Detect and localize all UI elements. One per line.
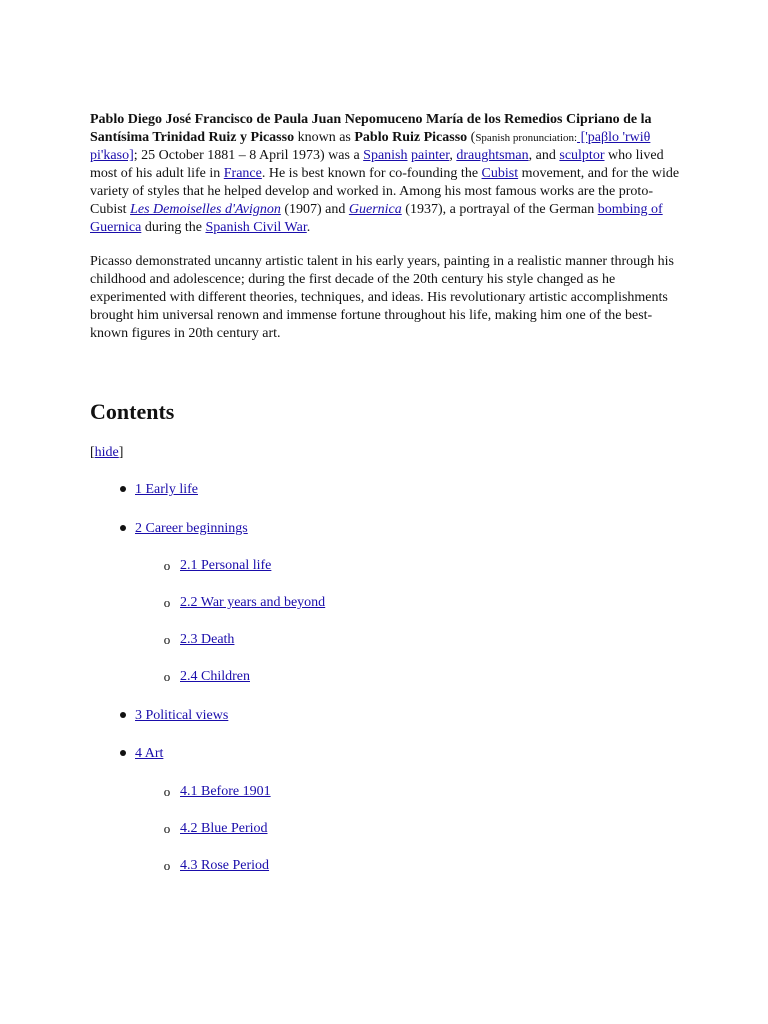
link-spanish[interactable]: Spanish bbox=[363, 148, 408, 163]
circle-bullet-icon: o bbox=[163, 821, 171, 836]
hide-toc-link[interactable]: hide bbox=[94, 445, 119, 460]
toc-link[interactable]: 4.1 Before 1901 bbox=[180, 784, 271, 799]
link-guernica[interactable] bbox=[349, 202, 402, 217]
toc-link[interactable]: 1 Early life bbox=[135, 482, 198, 497]
toc-item-blue-period[interactable] bbox=[163, 820, 268, 838]
text-comma: , bbox=[449, 148, 457, 163]
toc-link[interactable]: 4.2 Blue Period bbox=[180, 821, 268, 836]
link-draughtsman[interactable]: draughtsman bbox=[456, 148, 529, 163]
bullet-icon bbox=[114, 481, 132, 499]
toc-item-death[interactable] bbox=[163, 631, 235, 649]
link-france[interactable]: France bbox=[223, 166, 262, 181]
second-paragraph: Picasso demonstrated uncanny artistic talent in his early years, painting in a realistic manner through his childhood and adolescence; during the first decade of the 20th century his style changed as he experimented with different theories, techniques, and ideas. His revolutionary artistic accomplishments brought him universal renown and immense fortune throughout his life, making him one of the best-known figures in 20th century art. bbox=[90, 254, 674, 341]
toc-link[interactable]: 2.3 Death bbox=[180, 632, 235, 647]
text-movement: movement, and for the wide variety of styles that he helped develop and worked in. Among his most famous works are the proto-Cubist bbox=[90, 166, 680, 217]
text-1907: (1907) and bbox=[280, 202, 349, 217]
link-demoiselles[interactable] bbox=[130, 202, 281, 217]
link-demoiselles-text: Les Demoiselles d'Avignon bbox=[130, 202, 281, 217]
full-name: Pablo Diego José Francisco de Paula Juan Nepomuceno María de los Remedios Cipriano de la Santísima Trinidad Ruiz y Picasso bbox=[90, 112, 652, 145]
text-period: . bbox=[306, 220, 311, 235]
contents-heading: Contents bbox=[90, 399, 175, 424]
circle-bullet-icon: o bbox=[163, 595, 171, 610]
pronunciation-label: Spanish pronunciation: bbox=[475, 132, 578, 144]
toc-link[interactable]: 4.3 Rose Period bbox=[180, 858, 270, 873]
circle-bullet-icon: o bbox=[163, 669, 171, 684]
toc-link[interactable]: 2.1 Personal life bbox=[180, 558, 272, 573]
link-guernica-text: Guernica bbox=[348, 202, 402, 217]
toc-item-art[interactable] bbox=[135, 745, 163, 763]
toc-item-war-years[interactable] bbox=[163, 594, 326, 612]
short-name: Pablo Ruiz Picasso bbox=[354, 130, 468, 145]
toc-item-children[interactable] bbox=[163, 668, 250, 686]
toc-item-personal-life[interactable] bbox=[163, 557, 272, 575]
link-painter[interactable]: painter bbox=[411, 148, 450, 163]
text-dates: ; 25 October 1881 – 8 April 1973) was a bbox=[133, 148, 364, 163]
toc-link[interactable]: 2.2 War years and beyond bbox=[180, 595, 326, 610]
toc-toggle bbox=[90, 444, 123, 462]
link-sculptor[interactable]: sculptor bbox=[559, 148, 605, 163]
text-known-as: known as bbox=[294, 130, 355, 145]
bullet-icon bbox=[114, 707, 132, 725]
toc-item-rose-period[interactable] bbox=[163, 857, 270, 875]
hide-open-bracket: [ bbox=[90, 445, 95, 460]
toc-item-career-beginnings[interactable] bbox=[135, 520, 248, 538]
link-cubist[interactable]: Cubist bbox=[481, 166, 519, 181]
link-spanish-civil-war[interactable]: Spanish Civil War bbox=[205, 220, 307, 235]
link-bombing-of-guernica[interactable]: bombing of Guernica bbox=[90, 202, 663, 235]
bullet-icon bbox=[114, 520, 132, 538]
circle-bullet-icon: o bbox=[163, 632, 171, 647]
toc-link[interactable]: 2 Career beginnings bbox=[135, 521, 248, 536]
text-1937: (1937), a portrayal of the German bbox=[401, 202, 598, 217]
toc-item-political-views[interactable] bbox=[135, 707, 228, 725]
toc-item-early-life[interactable] bbox=[135, 481, 198, 499]
hide-close-bracket: ] bbox=[118, 445, 124, 460]
toc-link[interactable]: 4 Art bbox=[135, 746, 164, 761]
text-and: , and bbox=[528, 148, 560, 163]
toc-item-before-1901[interactable] bbox=[163, 783, 271, 801]
text-during: during the bbox=[141, 220, 206, 235]
bullet-icon bbox=[114, 745, 132, 763]
circle-bullet-icon: o bbox=[163, 558, 171, 573]
intro-paragraph bbox=[90, 111, 682, 237]
toc-link[interactable]: 2.4 Children bbox=[180, 669, 250, 684]
ipa-link[interactable]: ['paβlo 'rwiθ pi'kaso] bbox=[90, 130, 651, 163]
toc-link[interactable]: 3 Political views bbox=[135, 708, 229, 723]
text-open-paren: ( bbox=[467, 130, 476, 145]
text-best-known: . He is best known for co-founding the bbox=[261, 166, 482, 181]
circle-bullet-icon: o bbox=[163, 784, 171, 799]
text-lived: who lived most of his adult life in bbox=[90, 148, 664, 181]
article-body bbox=[90, 111, 682, 343]
circle-bullet-icon: o bbox=[163, 858, 171, 873]
